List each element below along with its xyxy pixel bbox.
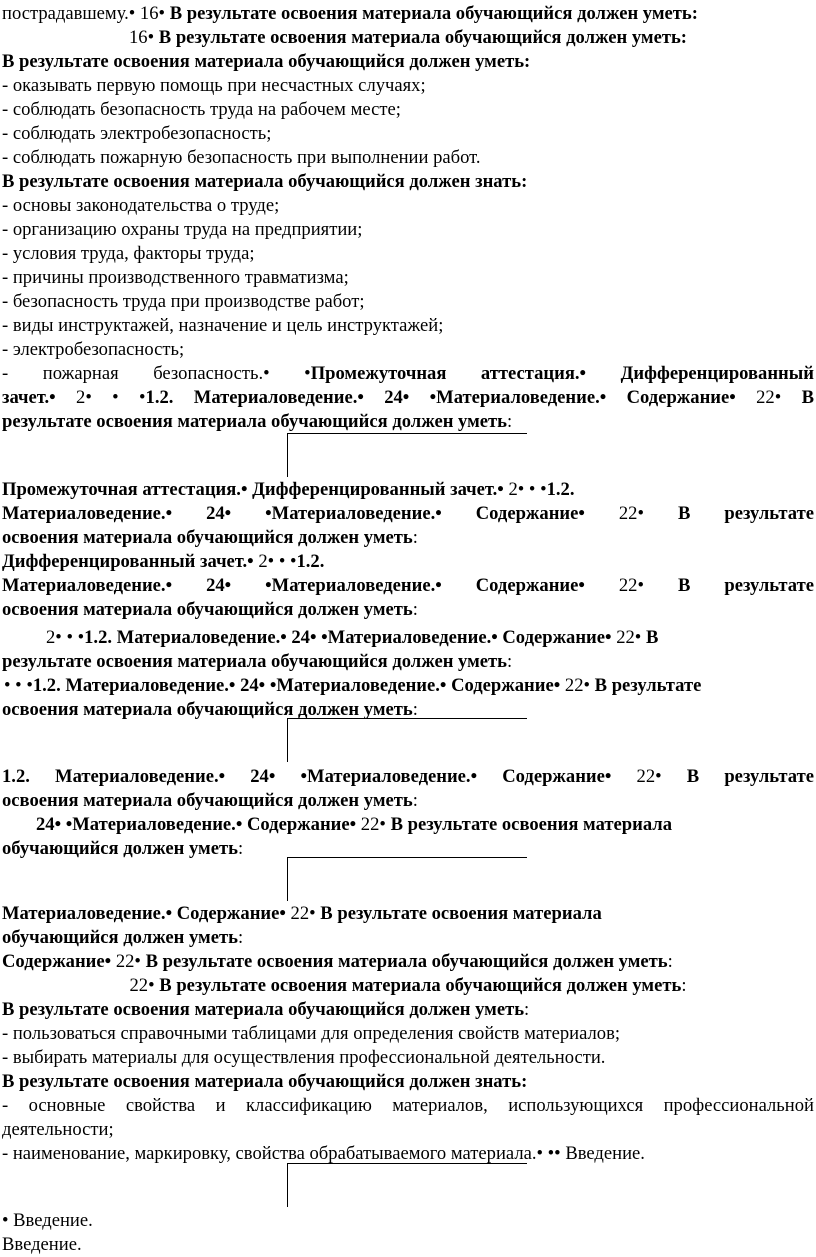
list-item: - виды инструктажей, назначение и цель инструктажей; [2, 315, 444, 336]
list-item: - соблюдать безопасность труда на рабочем месте; [2, 99, 401, 120]
text-line: Материаловедение.• 24• •Материаловедение.• Содержание• 22• В результате [2, 503, 814, 524]
text-line: • • •1.2. Материаловедение.• 24• •Материаловедение.• Содержание• 22• В результате [4, 675, 702, 696]
image-placeholder-box [287, 1163, 527, 1207]
text-line: Материаловедение.• Содержание• 22• В результате освоения материала [2, 903, 602, 924]
list-item: - соблюдать электробезопасность; [2, 123, 272, 144]
section-heading: В результате освоения материала обучающийся должен знать: [2, 1071, 528, 1092]
text-line: пострадавшему.• 16• В результате освоения материала обучающийся должен уметь: [2, 3, 698, 24]
text-line: Промежуточная аттестация.• Дифференцированный зачет.• 2• • •1.2. [2, 479, 575, 500]
text-line: Дифференцированный зачет.• 2• • •1.2. [2, 551, 325, 572]
section-heading: В результате освоения материала обучающийся должен уметь: [2, 51, 531, 72]
list-item: - оказывать первую помощь при несчастных случаях; [2, 75, 426, 96]
text-line: результате освоения материала обучающийся должен уметь: [2, 411, 513, 432]
text-line: 24• •Материаловедение.• Содержание• 22• В результате освоения материала [36, 814, 673, 835]
image-placeholder-box [287, 433, 527, 477]
text-line: 22• В результате освоения материала обучающийся должен уметь: [129, 975, 687, 996]
list-item: - электробезопасность; [2, 339, 185, 360]
text-line: 1.2. Материаловедение.• 24• •Материаловедение.• Содержание• 22• В результате [2, 766, 814, 787]
list-item: - пользоваться справочными таблицами для определения свойств материалов; [2, 1023, 621, 1044]
list-item: - выбирать материалы для осуществления профессиональной деятельности. [2, 1047, 606, 1068]
text-line: - пожарная безопасность.• •Промежуточная аттестация.• Дифференцированный [2, 363, 814, 384]
text-line: Содержание• 22• В результате освоения материала обучающийся должен уметь: [2, 951, 673, 972]
list-item: - причины производственного травматизма; [2, 267, 349, 288]
list-item: - безопасность труда при производстве работ; [2, 291, 365, 312]
list-item: - условия труда, факторы труда; [2, 243, 255, 264]
text-line: обучающийся должен уметь: [2, 927, 244, 948]
text-line: освоения материала обучающийся должен уметь: [2, 699, 418, 720]
list-item: - основные свойства и классификацию материалов, использующихся профессиональной [2, 1095, 814, 1116]
text-line: 2• • •1.2. Материаловедение.• 24• •Материаловедение.• Содержание• 22• В [46, 627, 659, 648]
image-placeholder-box [287, 857, 527, 901]
text-line: освоения материала обучающийся должен уметь: [2, 790, 418, 811]
list-item: - организацию охраны труда на предприятии; [2, 219, 363, 240]
list-item: - основы законодательства о труде; [2, 195, 280, 216]
text-line: 16• В результате освоения материала обучающийся должен уметь: [129, 27, 687, 48]
text-line: Введение. [2, 1234, 82, 1255]
text-line: освоения материала обучающийся должен уметь: [2, 599, 418, 620]
list-item: - наименование, маркировку, свойства обрабатываемого материала.• •• Введение. [2, 1143, 645, 1164]
section-heading: В результате освоения материала обучающийся должен знать: [2, 171, 528, 192]
text-line: освоения материала обучающийся должен уметь: [2, 527, 418, 548]
text-line: Материаловедение.• 24• •Материаловедение.• Содержание• 22• В результате [2, 575, 814, 596]
section-heading: В результате освоения материала обучающийся должен уметь: [2, 999, 530, 1020]
list-item-continued: деятельности; [2, 1119, 114, 1140]
image-placeholder-box [287, 718, 527, 762]
list-item: - соблюдать пожарную безопасность при выполнении работ. [2, 147, 481, 168]
text-line: обучающийся должен уметь: [2, 838, 244, 859]
text-line: результате освоения материала обучающийся должен уметь: [2, 651, 513, 672]
text-line: • Введение. [2, 1210, 93, 1231]
text-line: зачет.• 2• • •1.2. Материаловедение.• 24• •Материаловедение.• Содержание• 22• В [2, 387, 814, 408]
